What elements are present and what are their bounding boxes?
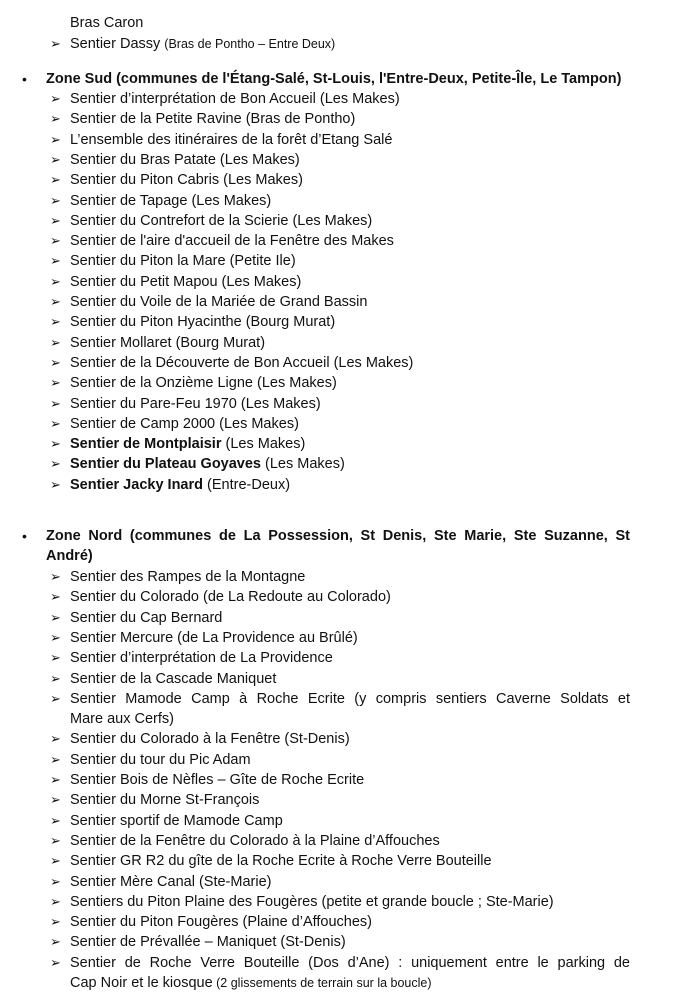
trail-name: Sentier Mère Canal — [70, 873, 195, 890]
trail-detail: (Les Makes) — [219, 172, 303, 189]
trail-name: Sentier du Plateau Goyaves — [70, 456, 261, 473]
trail-detail: (Les Makes) — [215, 415, 299, 432]
trail-name: Sentier du Morne St-François — [70, 792, 260, 809]
trail-name-continuation: Mare aux Cerfs) — [70, 711, 174, 728]
trail-name: Sentier sportif de Mamode Camp — [70, 812, 283, 829]
trail-name: Sentier d’interprétation de Bon Accueil — [70, 91, 316, 107]
trail-name: Sentier du Piton Hyacinthe — [70, 314, 242, 331]
arrow-bullet-icon: ➢ — [50, 629, 61, 645]
arrow-bullet-icon: ➢ — [50, 395, 61, 411]
trail-detail: (Ste-Marie) — [194, 873, 272, 890]
arrow-bullet-icon: ➢ — [50, 36, 61, 51]
arrow-bullet-icon: ➢ — [50, 354, 61, 370]
trail-name: Sentier de l'aire d'accueil de la Fenêtre des Makes — [70, 233, 394, 250]
arrow-bullet-icon: ➢ — [50, 954, 61, 970]
arrow-bullet-icon: ➢ — [50, 609, 61, 625]
arrow-bullet-icon: ➢ — [50, 893, 61, 909]
arrow-bullet-icon: ➢ — [50, 476, 61, 492]
trail-name: Sentier Mercure — [70, 629, 174, 646]
trail-name: Sentier de la Petite Ravine — [70, 111, 242, 128]
arrow-bullet-icon: ➢ — [50, 569, 61, 584]
trail-name: Sentier Jacky Inard — [70, 476, 203, 493]
trail-name: Sentiers du Piton Plaine des Fougères — [70, 893, 318, 910]
trail-detail: (Les Makes) — [315, 91, 400, 107]
trail-name: Sentier du Contrefort de la Scierie — [70, 212, 289, 229]
trail-name: Sentier du Bras Patate — [70, 151, 216, 168]
trail-name: Sentier de Prévallée – Maniquet — [70, 934, 277, 951]
trail-name: Sentier du tour du Pic Adam — [70, 751, 251, 768]
trail-name: Sentier de la Cascade Maniquet — [70, 670, 277, 687]
trail-name: Sentier Bois de Nèfles – Gîte de Roche Ecrite — [70, 772, 365, 788]
trail-detail: (Les Makes) — [217, 273, 302, 290]
arrow-bullet-icon: ➢ — [50, 314, 61, 330]
trail-detail: (Plaine d’Affouches) — [238, 914, 372, 931]
trail-name: Sentier Mollaret — [70, 334, 172, 351]
arrow-bullet-icon: ➢ — [50, 589, 61, 605]
arrow-bullet-icon: ➢ — [50, 253, 61, 269]
trail-name: Sentier du Cap Bernard — [70, 609, 223, 626]
trail-detail: (Entre-Deux) — [203, 476, 291, 493]
trail-detail: (petite et grande boucle ; Ste-Marie) — [317, 893, 554, 910]
trail-name: Sentier Mamode Camp à Roche Ecrite (y compris sentiers Caverne Soldats et — [70, 690, 630, 707]
arrow-bullet-icon: ➢ — [50, 415, 61, 431]
arrow-bullet-icon: ➢ — [50, 934, 61, 950]
zone-nord-heading-continuation: André) — [46, 548, 93, 564]
dot-bullet-icon: • — [22, 528, 27, 544]
trail-name: Sentier du Petit Mapou — [70, 273, 218, 290]
arrow-bullet-icon: ➢ — [50, 111, 61, 127]
trail-detail: (de La Providence au Brûlé) — [173, 629, 358, 646]
trail-detail: (Les Makes) — [236, 395, 321, 412]
arrow-bullet-icon: ➢ — [50, 131, 61, 147]
trail-detail: (Les Makes) — [329, 354, 414, 371]
arrow-bullet-icon: ➢ — [50, 772, 61, 787]
arrow-bullet-icon: ➢ — [50, 233, 61, 249]
arrow-bullet-icon: ➢ — [50, 650, 61, 666]
arrow-bullet-icon: ➢ — [50, 731, 61, 747]
arrow-bullet-icon: ➢ — [50, 456, 61, 472]
trail-detail: (Bourg Murat) — [241, 314, 336, 331]
zone-sud-heading: Zone Sud (communes de l'Étang-Salé, St-Louis, l'Entre-Deux, Petite-Île, Le Tampon) — [46, 71, 622, 87]
arrow-bullet-icon: ➢ — [50, 914, 61, 930]
arrow-bullet-icon: ➢ — [50, 751, 61, 767]
trail-detail: (Les Makes) — [288, 212, 373, 229]
trail-name: Sentier du Piton Fougères — [70, 914, 239, 931]
trail-detail: (Les Makes) — [261, 456, 345, 473]
trail-name: Sentier des Rampes de la Montagne — [70, 569, 306, 585]
trail-name: Sentier d’interprétation de La Providence — [70, 650, 333, 667]
zone-nord-heading: Zone Nord (communes de La Possession, St Denis, Ste Marie, Ste Suzanne, St — [46, 528, 630, 544]
trail-name: Sentier de la Fenêtre du Colorado à la Plaine d’Affouches — [70, 832, 440, 849]
trail-name: Sentier du Piton Cabris — [70, 172, 220, 189]
trail-name: Sentier du Voile de la Mariée de Grand Bassin — [70, 294, 368, 310]
arrow-bullet-icon: ➢ — [50, 375, 61, 391]
trail-name: L’ensemble des itinéraires de la forêt d’Etang Salé — [70, 131, 393, 148]
trail-name: Sentier de Camp 2000 — [70, 415, 216, 432]
arrow-bullet-icon: ➢ — [50, 670, 61, 686]
trail-name: Sentier du Colorado — [70, 589, 199, 606]
trail-name: Sentier de Roche Verre Bouteille (Dos d’Ane) : uniquement entre le parking de — [70, 954, 630, 971]
trail-detail: (Bras de Pontho – Entre Deux) — [164, 37, 336, 51]
trail-name: Sentier de la Découverte de Bon Accueil — [70, 354, 330, 371]
arrow-bullet-icon: ➢ — [50, 273, 61, 289]
arrow-bullet-icon: ➢ — [50, 212, 61, 228]
arrow-bullet-icon: ➢ — [50, 832, 61, 848]
arrow-bullet-icon: ➢ — [50, 812, 61, 828]
trail-detail: (Bras de Pontho) — [241, 111, 356, 128]
trail-detail: (Bourg Murat) — [171, 334, 266, 351]
trail-detail: (St-Denis) — [276, 934, 346, 951]
trail-detail: (de La Redoute au Colorado) — [198, 589, 391, 606]
trail-detail: (Les Makes) — [252, 375, 337, 392]
arrow-bullet-icon: ➢ — [50, 151, 61, 167]
trail-name: Sentier de Tapage — [70, 192, 188, 209]
trail-detail: (Les Makes) — [215, 151, 300, 168]
list-item-continuation: Bras Caron — [70, 15, 144, 31]
arrow-bullet-icon: ➢ — [50, 334, 61, 350]
arrow-bullet-icon: ➢ — [50, 192, 61, 208]
trail-name: Sentier de la Onzième Ligne — [70, 375, 253, 392]
trail-name: Sentier du Pare-Feu 1970 — [70, 395, 237, 412]
trail-detail: (Les Makes) — [187, 192, 272, 209]
trail-name: Sentier GR R2 du gîte de la Roche Ecrite à Roche Verre Bouteille — [70, 853, 492, 870]
trail-detail: (Les Makes) — [221, 436, 306, 453]
trail-name: Sentier Dassy — [70, 36, 161, 52]
arrow-bullet-icon: ➢ — [50, 873, 61, 889]
trail-detail: (2 glissements de terrain sur la boucle) — [212, 976, 432, 990]
arrow-bullet-icon: ➢ — [50, 792, 61, 808]
arrow-bullet-icon: ➢ — [50, 294, 61, 309]
arrow-bullet-icon: ➢ — [50, 690, 61, 706]
arrow-bullet-icon: ➢ — [50, 172, 61, 188]
arrow-bullet-icon: ➢ — [50, 853, 61, 869]
arrow-bullet-icon: ➢ — [50, 436, 61, 452]
trail-name: Sentier de Montplaisir — [70, 436, 222, 453]
trail-detail: (St-Denis) — [280, 731, 350, 748]
trail-name: Sentier du Piton la Mare — [70, 253, 226, 270]
trail-name-continuation: Cap Noir et le kiosque — [70, 975, 213, 991]
trail-detail: (Petite Ile) — [225, 253, 296, 270]
arrow-bullet-icon: ➢ — [50, 91, 61, 106]
dot-bullet-icon: • — [22, 71, 27, 87]
trail-name: Sentier du Colorado à la Fenêtre — [70, 731, 281, 748]
